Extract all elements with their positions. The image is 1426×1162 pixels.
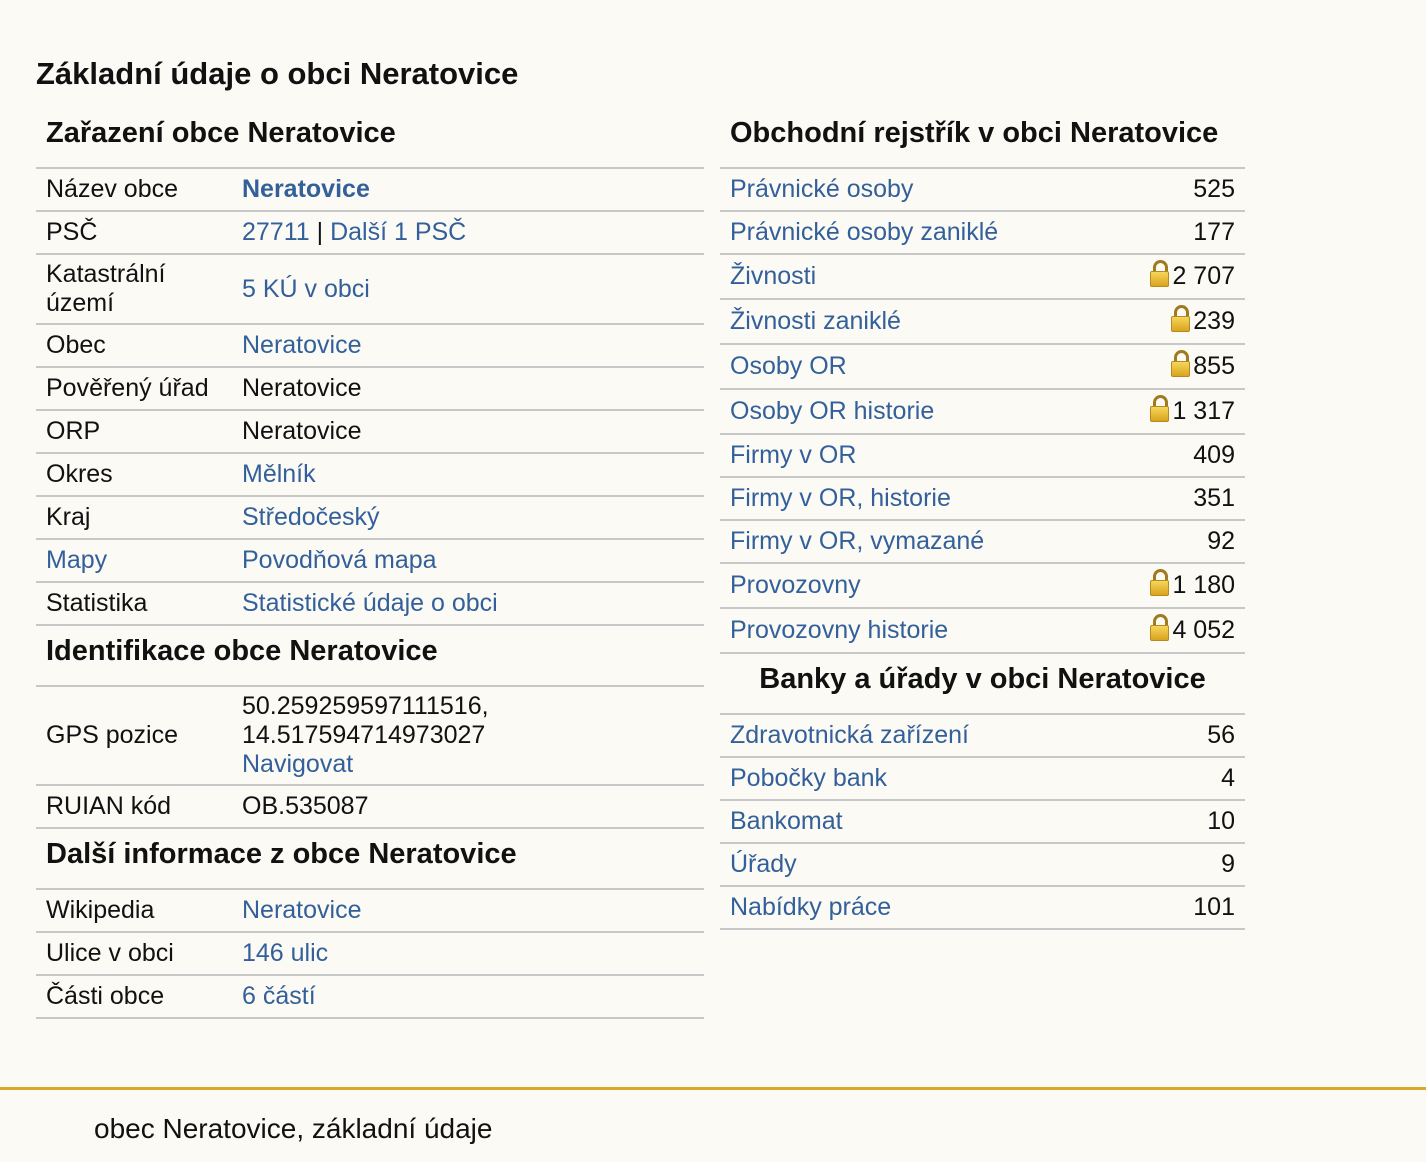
section-heading-identifikace: Identifikace obce Neratovice — [36, 626, 704, 687]
count-value: 56 — [1144, 715, 1245, 757]
banky-table — [720, 715, 1245, 930]
count-value: 351 — [1105, 477, 1245, 520]
table-row — [36, 582, 704, 625]
table-row — [36, 539, 704, 582]
bank-office-link[interactable]: Bankomat — [730, 807, 843, 835]
row-value: Neratovice — [232, 367, 704, 410]
obec-link[interactable]: Neratovice — [242, 331, 362, 359]
separator: | — [316, 218, 324, 246]
table-row — [720, 520, 1245, 563]
table-row — [36, 254, 704, 324]
row-label: Obec — [36, 324, 232, 367]
count-value: 2 707 — [1172, 262, 1235, 290]
bank-office-link[interactable]: Zdravotnická zařízení — [730, 721, 969, 749]
row-label: Kraj — [36, 496, 232, 539]
row-label: Wikipedia — [36, 890, 232, 932]
mapy-link[interactable]: Mapy — [46, 546, 108, 574]
row-label: Ulice v obci — [36, 932, 232, 975]
register-link[interactable]: Firmy v OR, vymazané — [730, 527, 985, 555]
register-link[interactable]: Živnosti zaniklé — [730, 307, 901, 335]
table-row — [720, 800, 1245, 843]
table-row — [36, 324, 704, 367]
bank-office-link[interactable]: Nabídky práce — [730, 893, 892, 921]
navigate-link[interactable]: Navigovat — [242, 750, 354, 778]
table-row — [36, 410, 704, 453]
footer-caption: obec Neratovice, základní údaje — [94, 1113, 493, 1144]
section-heading-dalsi: Další informace z obce Neratovice — [36, 829, 704, 890]
wikipedia-link[interactable]: Neratovice — [242, 896, 362, 924]
count-value: 855 — [1193, 352, 1235, 380]
gps-longitude: 14.517594714973027 — [242, 721, 486, 749]
register-link[interactable]: Živnosti — [730, 262, 817, 290]
count-value: 177 — [1105, 211, 1245, 254]
lock-icon — [1150, 404, 1169, 420]
table-row — [36, 975, 704, 1018]
row-label: Části obce — [36, 975, 232, 1018]
row-value: Neratovice — [232, 410, 704, 453]
row-label: RUIAN kód — [36, 785, 232, 828]
ruian-value: OB.535087 — [232, 785, 704, 828]
register-link[interactable]: Provozovny — [730, 571, 861, 599]
table-row — [720, 211, 1245, 254]
lock-icon — [1150, 623, 1169, 639]
table-row — [36, 496, 704, 539]
count-value: 92 — [1105, 520, 1245, 563]
flood-map-link[interactable]: Povodňová mapa — [242, 546, 437, 574]
okres-link[interactable]: Mělník — [242, 460, 316, 488]
table-row — [720, 843, 1245, 886]
table-row — [720, 886, 1245, 929]
row-label: ORP — [36, 410, 232, 453]
table-row — [36, 687, 704, 785]
psc-link[interactable]: 27711 — [242, 218, 310, 246]
lock-icon — [1171, 314, 1190, 330]
kraj-link[interactable]: Středočeský — [242, 503, 380, 531]
section-heading-obchodni: Obchodní rejstřík v obci Neratovice — [720, 108, 1245, 169]
count-value: 1 317 — [1172, 397, 1235, 425]
right-column — [720, 108, 1245, 930]
count-value: 9 — [1144, 843, 1245, 886]
table-row — [720, 434, 1245, 477]
row-label: Název obce — [36, 169, 232, 211]
table-row — [36, 367, 704, 410]
bank-office-link[interactable]: Úřady — [730, 850, 797, 878]
table-row — [36, 932, 704, 975]
table-row — [720, 715, 1245, 757]
table-row — [36, 211, 704, 254]
count-value: 1 180 — [1172, 571, 1235, 599]
lock-icon — [1171, 359, 1190, 375]
register-link[interactable]: Osoby OR historie — [730, 397, 935, 425]
dalsi-table — [36, 890, 704, 1019]
section-heading-banky: Banky a úřady v obci Neratovice — [720, 654, 1245, 715]
count-value: 409 — [1105, 434, 1245, 477]
bank-office-link[interactable]: Pobočky bank — [730, 764, 888, 792]
row-label: Okres — [36, 453, 232, 496]
table-row — [720, 477, 1245, 520]
register-link[interactable]: Firmy v OR — [730, 441, 857, 469]
lock-icon — [1150, 578, 1169, 594]
zarazeni-table — [36, 169, 704, 626]
more-psc-link[interactable]: Další 1 PSČ — [330, 218, 467, 246]
lock-icon — [1150, 269, 1169, 285]
row-label: Pověřený úřad — [36, 367, 232, 410]
row-label: Katastrální území — [36, 254, 232, 324]
count-value: 4 052 — [1172, 616, 1235, 644]
parts-link[interactable]: 6 částí — [242, 982, 316, 1010]
table-row — [720, 608, 1245, 653]
ku-link[interactable]: 5 KÚ v obci — [242, 274, 370, 303]
table-row — [36, 169, 704, 211]
gps-latitude: 50.259259597111516, — [242, 692, 489, 720]
table-row — [36, 890, 704, 932]
count-value: 4 — [1144, 757, 1245, 800]
row-label: GPS pozice — [36, 687, 232, 785]
footer-divider — [0, 1087, 1426, 1090]
table-row — [720, 757, 1245, 800]
page-title: Základní údaje o obci Neratovice — [36, 56, 519, 91]
obchodni-table — [720, 169, 1245, 654]
row-label: Statistika — [36, 582, 232, 625]
statistics-link[interactable]: Statistické údaje o obci — [242, 589, 498, 617]
table-row — [36, 785, 704, 828]
register-link[interactable]: Právnické osoby zaniklé — [730, 218, 999, 246]
left-column — [36, 108, 704, 1019]
obec-name-link[interactable]: Neratovice — [242, 175, 370, 203]
identifikace-table — [36, 687, 704, 829]
count-value: 239 — [1193, 307, 1235, 335]
table-row — [720, 563, 1245, 608]
count-value: 525 — [1105, 169, 1245, 211]
count-value: 10 — [1144, 800, 1245, 843]
table-row — [720, 254, 1245, 299]
count-value: 101 — [1144, 886, 1245, 929]
table-row — [720, 299, 1245, 344]
register-link[interactable]: Právnické osoby — [730, 175, 914, 203]
table-row — [720, 344, 1245, 389]
register-link[interactable]: Firmy v OR, historie — [730, 484, 951, 512]
register-link[interactable]: Provozovny historie — [730, 616, 949, 644]
row-label: PSČ — [36, 211, 232, 254]
table-row — [720, 169, 1245, 211]
section-heading-zarazeni: Zařazení obce Neratovice — [36, 108, 704, 169]
streets-link[interactable]: 146 ulic — [242, 939, 329, 967]
table-row — [720, 389, 1245, 434]
table-row — [36, 453, 704, 496]
register-link[interactable]: Osoby OR — [730, 352, 847, 380]
